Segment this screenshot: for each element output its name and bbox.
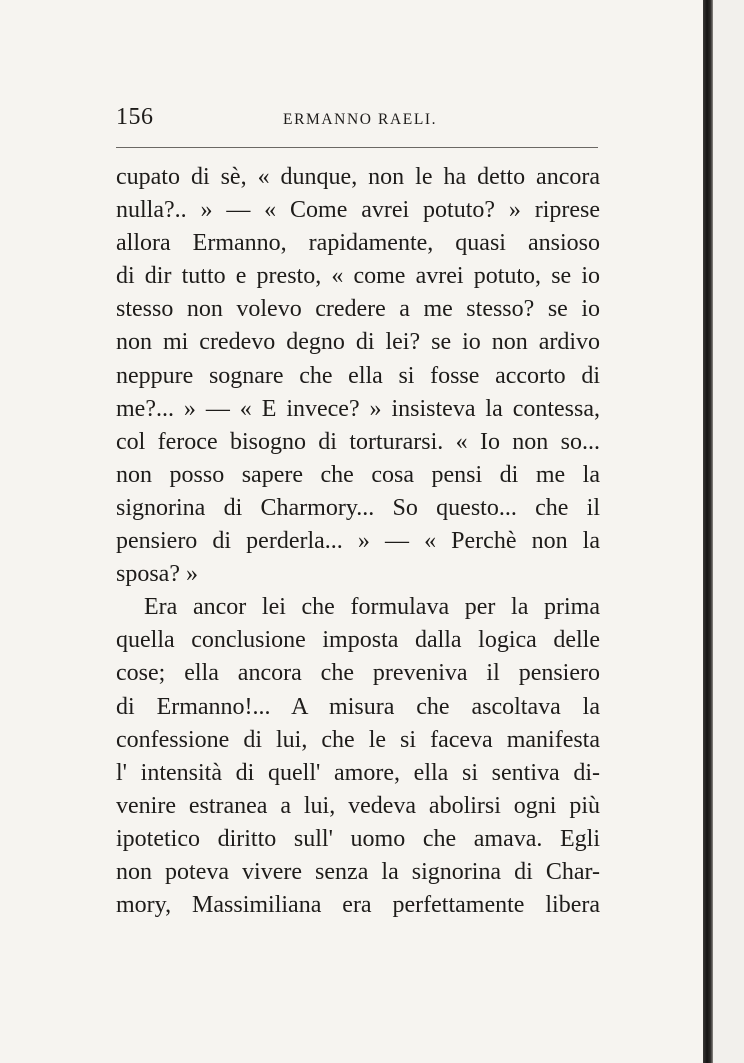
body-text <box>116 161 600 922</box>
text-line: cose; ella ancora che preveniva il pensiero <box>116 660 600 687</box>
text-line: pensiero di perderla... » — « Perchè non la <box>116 528 600 555</box>
text-line: di Ermanno!... A misura che ascoltava la <box>116 693 600 720</box>
text-line: allora Ermanno, rapidamente, quasi ansioso <box>116 230 600 257</box>
paragraph-start-line: Era ancor lei che formulava per la prima <box>144 594 600 621</box>
text-line: signorina di Charmory... So questo... che il <box>116 494 600 521</box>
text-line: venire estranea a lui, vedeva abolirsi ogni più <box>116 792 600 819</box>
text-line: nulla?.. » — « Come avrei potuto? » riprese <box>116 197 600 224</box>
page-number: 156 <box>116 104 154 130</box>
text-line: quella conclusione imposta dalla logica delle <box>116 627 600 654</box>
text-line: confessione di lui, che le si faceva manifesta <box>116 726 600 753</box>
page-header <box>116 104 598 134</box>
text-line: ipotetico diritto sull' uomo che amava. Egli <box>116 825 600 852</box>
running-title: ERMANNO RAELI. <box>283 111 438 128</box>
text-line: non mi credevo degno di lei? se io non ardivo <box>116 329 600 356</box>
text-line: neppure sognare che ella si fosse accorto di <box>116 362 600 389</box>
text-line: non posso sapere che cosa pensi di me la <box>116 461 600 488</box>
text-line: stesso non volevo credere a me stesso? se io <box>116 296 600 323</box>
paragraph-end-line: sposa? » <box>116 561 198 588</box>
text-line: cupato di sè, « dunque, non le ha detto ancora <box>116 164 600 190</box>
header-rule <box>116 147 598 148</box>
text-line: l' intensità di quell' amore, ella si sentiva di- <box>116 759 600 786</box>
text-line: non poteva vivere senza la signorina di Char- <box>116 858 600 885</box>
binding-edge <box>703 0 713 1063</box>
text-line: col feroce bisogno di torturarsi. « Io non so... <box>116 428 600 455</box>
scan-margin <box>713 0 744 1063</box>
text-line: me?... » — « E invece? » insisteva la contessa, <box>116 395 600 422</box>
text-line: di dir tutto e presto, « come avrei potuto, se io <box>116 263 600 290</box>
text-line: mory, Massimiliana era perfettamente libera <box>116 892 600 919</box>
